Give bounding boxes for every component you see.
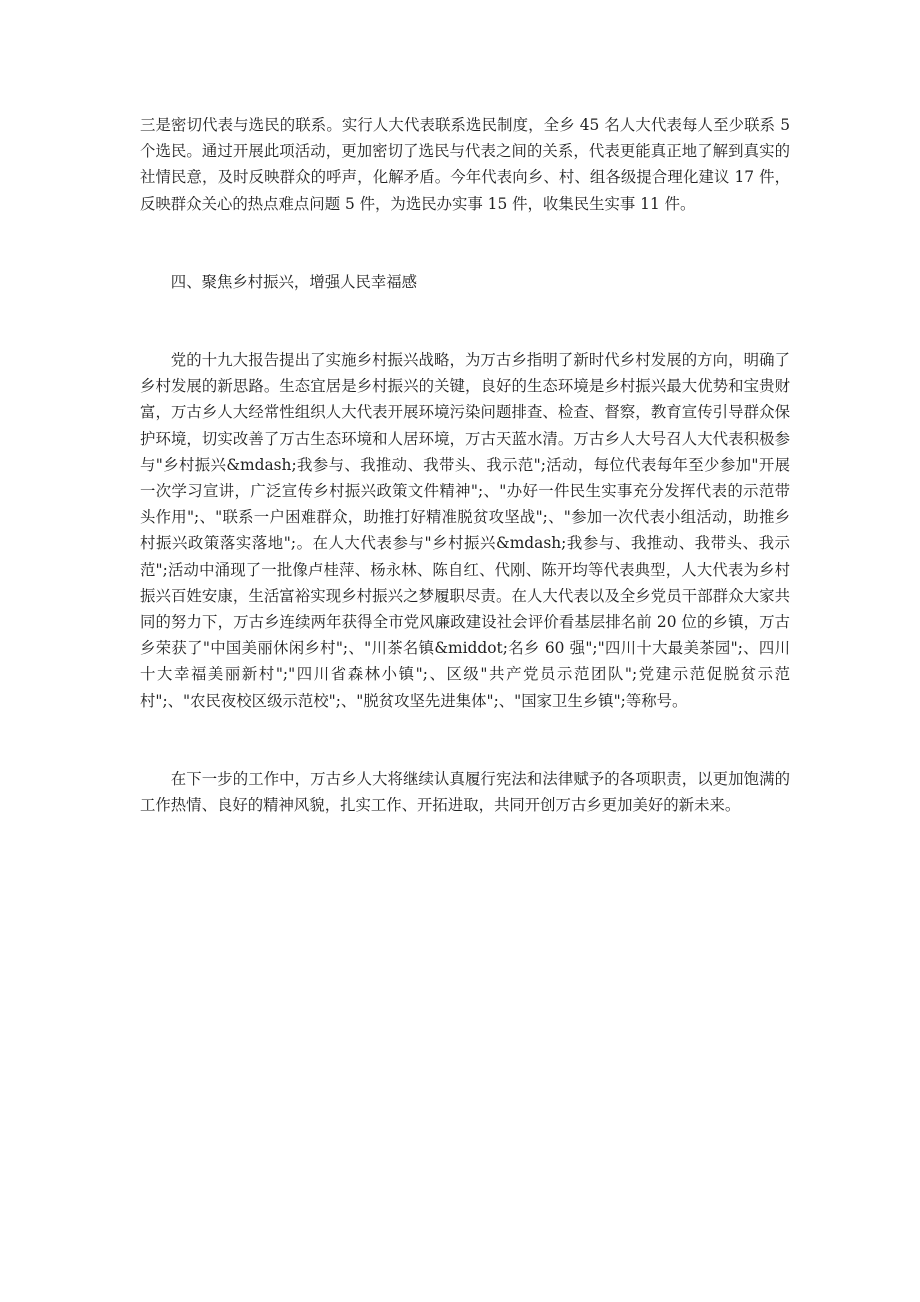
paragraph-representative-contact: 三是密切代表与选民的联系。实行人大代表联系选民制度，全乡 45 名人大代表每人至少联系 5 个选民。通过开展此项活动，更加密切了选民与代表之间的关系，代表更能真正地了解到真实的社情民意，及时反映群众的呼声，化解矛盾。今年代表向乡、村、组各级提合理化建议 17 件，反映群众关心的热点难点问题 5 件，为选民办实事 15 件，收集民生实事 11 件。 <box>140 116 790 213</box>
paragraph-rural-revitalization: 党的十九大报告提出了实施乡村振兴战略，为万古乡指明了新时代乡村发展的方向，明确了乡村发展的新思路。生态宜居是乡村振兴的关键，良好的生态环境是乡村振兴最大优势和宝贵财富，万古乡人大经常性组织人大代表开展环境污染问题排查、检查、督察，教育宣传引导群众保护环境，切实改善了万古生态环境和人居环境，万古天蓝水清。万古乡人大号召人大代表积极参与"乡村振兴&mdash;我参与、我推动、我带头、我示范";活动，每位代表每年至少参加"开展一次学习宣讲，广泛宣传乡村振兴政策文件精神";、"办好一件民生实事充分发挥代表的示范带头作用";、"联系一户困难群众，助推打好精准脱贫攻坚战";、"参加一次代表小组活动，助推乡村振兴政策落实落地";。在人大代表参与"乡村振兴&mdash;我参与、我推动、我带头、我示范";活动中涌现了一批像卢桂萍、杨永林、陈自红、代刚、陈开均等代表典型，人大代表为乡村振兴百姓安康，生活富裕实现乡村振兴之梦履职尽责。在人大代表以及全乡党员干部群众大家共同的努力下，万古乡连续两年获得全市党风廉政建设社会评价看基层排名前 20 位的乡镇，万古乡荣获了"中国美丽休闲乡村";、"川茶名镇&middot;名乡 60 强";"四川十大最美茶园";、四川十大幸福美丽新村";"四川省森林小镇";、区级"共产党员示范团队";党建示范促脱贫示范村";、"农民夜校区级示范校";、"脱贫攻坚先进集体";、"国家卫生乡镇";等称号。 <box>140 351 790 710</box>
document-body <box>140 112 790 818</box>
paragraph-next-steps: 在下一步的工作中，万古乡人大将继续认真履行宪法和法律赋予的各项职责，以更加饱满的工作热情、良好的精神风貌，扎实工作、开拓进取，共同开创万古乡更加美好的新未来。 <box>140 769 790 815</box>
section-heading-rural-revitalization: 四、聚焦乡村振兴，增强人民幸福感 <box>170 272 418 291</box>
